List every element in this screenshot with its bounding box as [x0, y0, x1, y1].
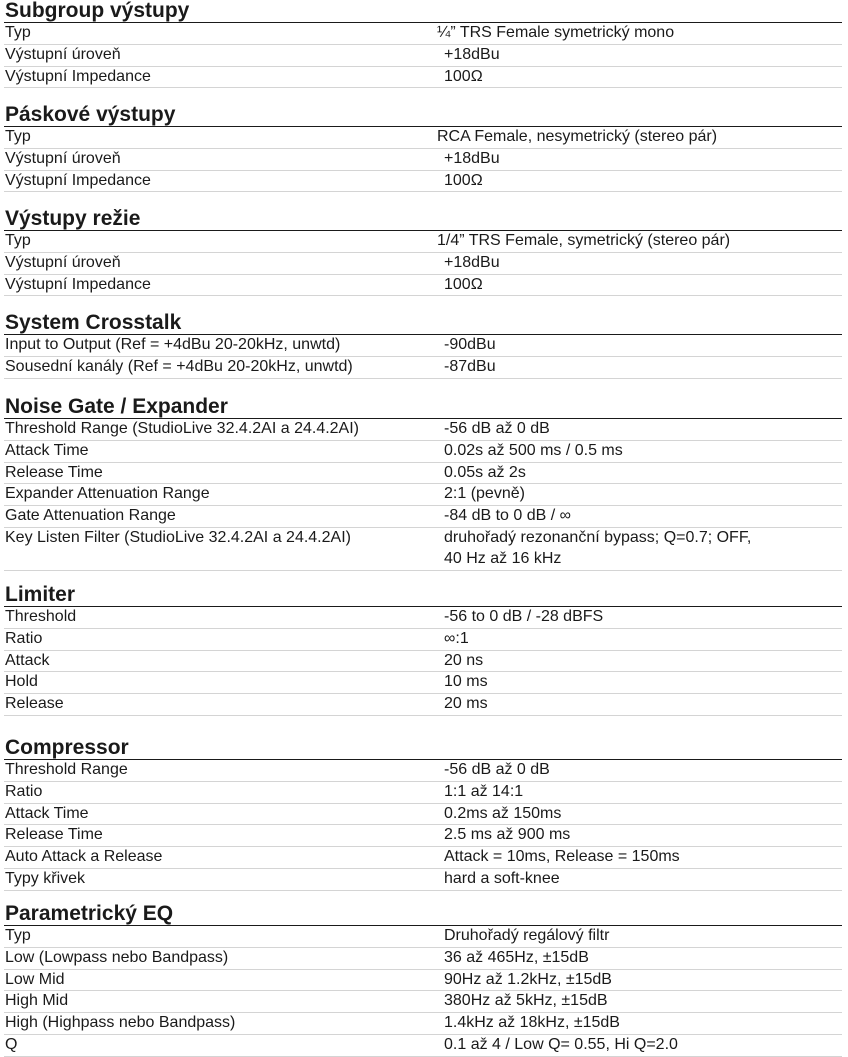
spec-row — [4, 1035, 842, 1057]
spec-label: Release — [5, 695, 64, 713]
spec-label: Attack — [5, 651, 50, 669]
spec-row — [4, 847, 842, 869]
spec-value: Attack = 10ms, Release = 150ms — [444, 848, 680, 866]
spec-label: Typ — [5, 24, 31, 41]
spec-row — [4, 528, 842, 571]
spec-row — [4, 804, 842, 826]
spec-row — [4, 335, 842, 357]
section-title: Parametrický EQ — [4, 903, 842, 926]
spec-value: -56 to 0 dB / -28 dBFS — [444, 608, 604, 625]
spec-row — [4, 484, 842, 506]
spec-row — [4, 607, 842, 629]
spec-label: Výstupní úroveň — [5, 253, 121, 271]
spec-label: Výstupní úroveň — [5, 149, 121, 167]
spec-label: Výstupní Impedance — [5, 67, 151, 85]
spec-value: 0.1 až 4 / Low Q= 0.55, Hi Q=2.0 — [444, 1035, 678, 1053]
spec-row — [4, 441, 842, 463]
spec-label: Release Time — [5, 463, 103, 481]
spec-row — [4, 275, 842, 297]
spec-row — [4, 970, 842, 992]
section-title: Subgroup výstupy — [4, 0, 842, 23]
spec-row — [4, 694, 842, 716]
spec-value: -87dBu — [444, 357, 496, 375]
spec-label: Výstupní Impedance — [5, 275, 151, 293]
spec-value: RCA Female, nesymetrický (stereo pár) — [437, 128, 718, 145]
spec-value: 100Ω — [444, 171, 483, 189]
spec-label: Ratio — [5, 629, 43, 647]
spec-value: +18dBu — [444, 45, 500, 63]
spec-label: Typ — [5, 927, 31, 944]
spec-label: Threshold Range — [5, 761, 128, 778]
spec-row — [4, 171, 842, 193]
section-compressor — [4, 737, 842, 891]
spec-row — [4, 629, 842, 651]
spec-value: 0.05s až 2s — [444, 463, 526, 481]
section-title: Noise Gate / Expander — [4, 396, 842, 419]
spec-value: ∞:1 — [444, 629, 469, 647]
spec-label: Sousední kanály (Ref = +4dBu 20-20kHz, unwtd) — [5, 357, 353, 375]
spec-row — [4, 253, 842, 275]
spec-value: 1:1 až 14:1 — [444, 782, 524, 800]
spec-value: 2.5 ms až 900 ms — [444, 826, 571, 844]
spec-label: Low (Lowpass nebo Bandpass) — [5, 948, 229, 966]
spec-row — [4, 67, 842, 89]
section-system-crosstalk — [4, 312, 842, 379]
section-tape-outputs — [4, 104, 842, 192]
section-control-room-outputs — [4, 208, 842, 296]
spec-value: 36 až 465Hz, ±15dB — [444, 948, 589, 966]
spec-label: Výstupní úroveň — [5, 45, 121, 63]
spec-label: Typ — [5, 128, 31, 145]
spec-label: Typ — [5, 232, 31, 249]
spec-value: Druhořadý regálový filtr — [444, 927, 610, 944]
spec-label: Threshold Range (StudioLive 32.4.2AI a 24.4.2AI) — [5, 420, 359, 437]
spec-label: Hold — [5, 673, 38, 691]
spec-row — [4, 760, 842, 782]
spec-value: -84 dB to 0 dB / ∞ — [444, 507, 572, 525]
section-parametric-eq — [4, 903, 842, 1057]
spec-row — [4, 825, 842, 847]
spec-value: druhořadý rezonanční bypass; Q=0.7; OFF, 40 Hz až 16 kHz — [444, 528, 752, 567]
section-title: Compressor — [4, 737, 842, 760]
spec-row — [4, 948, 842, 970]
spec-row — [4, 926, 842, 948]
spec-row — [4, 782, 842, 804]
spec-row — [4, 127, 842, 149]
spec-value: 1/4” TRS Female, symetrický (stereo pár) — [437, 232, 731, 249]
spec-row — [4, 463, 842, 485]
spec-value: 20 ms — [444, 695, 488, 713]
spec-label: Výstupní Impedance — [5, 171, 151, 189]
spec-label: High (Highpass nebo Bandpass) — [5, 1014, 236, 1032]
spec-label: Typy křivek — [5, 869, 86, 887]
spec-label: Key Listen Filter (StudioLive 32.4.2AI a 24.4.2AI) — [5, 528, 351, 546]
section-title: Limiter — [4, 584, 842, 607]
spec-value: -56 dB až 0 dB — [444, 761, 550, 778]
spec-label: Release Time — [5, 826, 103, 844]
spec-value: -90dBu — [444, 336, 496, 353]
spec-label: Expander Attenuation Range — [5, 485, 210, 503]
section-noise-gate — [4, 396, 842, 571]
spec-row — [4, 651, 842, 673]
spec-label: High Mid — [5, 992, 69, 1010]
spec-value: 20 ns — [444, 651, 484, 669]
spec-row — [4, 672, 842, 694]
spec-row — [4, 231, 842, 253]
spec-value: +18dBu — [444, 149, 500, 167]
spec-value: 2:1 (pevně) — [444, 485, 525, 503]
spec-label: Input to Output (Ref = +4dBu 20-20kHz, unwtd) — [5, 336, 341, 353]
spec-label: Attack Time — [5, 441, 89, 459]
section-subgroup-outputs — [4, 0, 842, 88]
spec-value: 100Ω — [444, 275, 483, 293]
spec-label: Gate Attenuation Range — [5, 507, 176, 525]
spec-value: hard a soft-knee — [444, 869, 560, 887]
spec-row — [4, 419, 842, 441]
section-limiter — [4, 584, 842, 716]
spec-value: 0.2ms až 150ms — [444, 804, 562, 822]
spec-value: 10 ms — [444, 673, 488, 691]
spec-label: Ratio — [5, 782, 43, 800]
spec-row — [4, 149, 842, 171]
spec-row — [4, 869, 842, 891]
spec-row — [4, 45, 842, 67]
spec-row — [4, 23, 842, 45]
spec-label: Low Mid — [5, 970, 65, 988]
section-title: System Crosstalk — [4, 312, 842, 335]
spec-row — [4, 357, 842, 379]
section-title: Výstupy režie — [4, 208, 842, 231]
spec-label: Attack Time — [5, 804, 89, 822]
spec-row — [4, 991, 842, 1013]
spec-value: ¼” TRS Female symetrický mono — [437, 24, 675, 41]
spec-label: Auto Attack a Release — [5, 848, 163, 866]
spec-row — [4, 506, 842, 528]
spec-label: Q — [5, 1035, 18, 1053]
spec-value: 1.4kHz až 18kHz, ±15dB — [444, 1014, 620, 1032]
spec-value: -56 dB až 0 dB — [444, 420, 550, 437]
spec-row — [4, 1013, 842, 1035]
spec-value: 0.02s až 500 ms / 0.5 ms — [444, 441, 623, 459]
spec-value: +18dBu — [444, 253, 500, 271]
spec-value: 100Ω — [444, 67, 483, 85]
spec-value: 380Hz až 5kHz, ±15dB — [444, 992, 608, 1010]
spec-value: 90Hz až 1.2kHz, ±15dB — [444, 970, 612, 988]
section-title: Páskové výstupy — [4, 104, 842, 127]
spec-label: Threshold — [5, 608, 77, 625]
